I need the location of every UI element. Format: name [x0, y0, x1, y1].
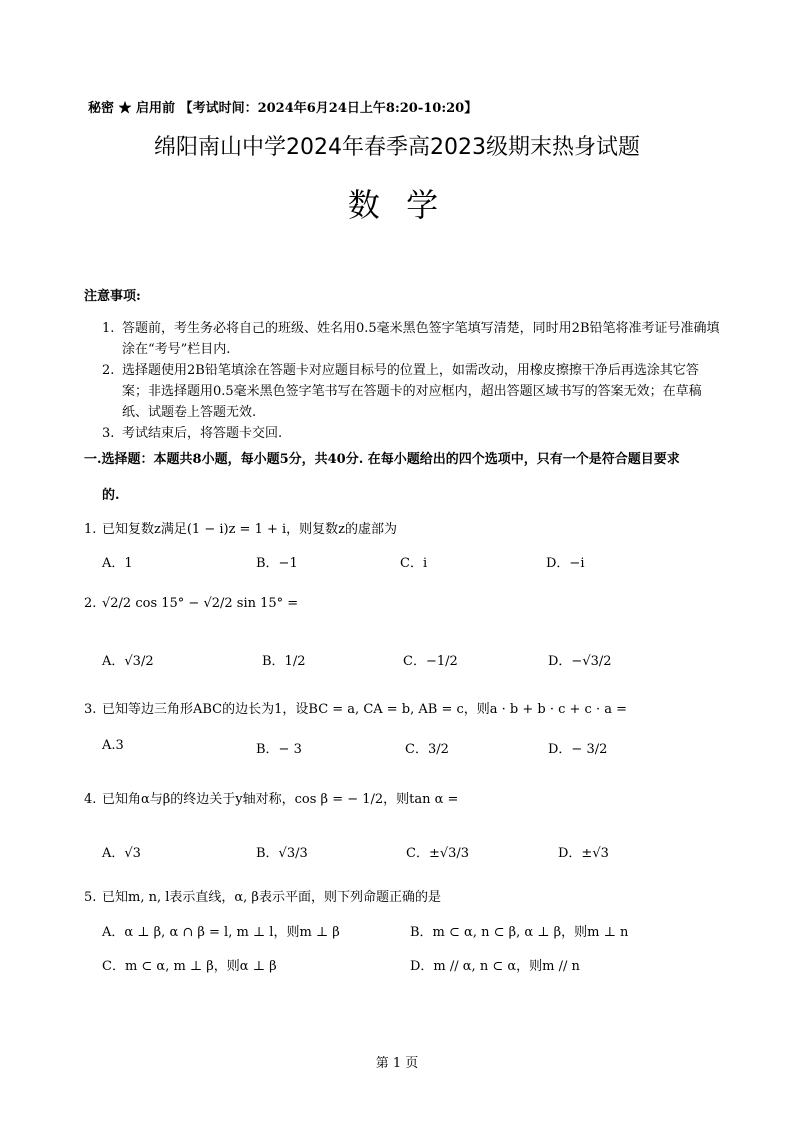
q1-option-a: A．1	[102, 556, 133, 571]
note-num: 3.	[102, 426, 115, 441]
q2-option-b: B．1/2	[262, 654, 306, 669]
note-item	[102, 318, 722, 360]
q1-option-c: C．i	[400, 556, 428, 571]
note-text: 答题前，考生务必将自己的班级、姓名用0.5毫米黑色签字笔填写清楚，同时用2B铅笔将准考证号准确填涂在“考号”栏目内.	[122, 321, 720, 357]
question-2	[84, 596, 298, 611]
q5-option-a: A．α ⊥ β, α ∩ β = l, m ⊥ l，则m ⊥ β	[102, 925, 340, 940]
q5-option-b: B．m ⊂ α, n ⊂ β, α ⊥ β，则m ⊥ n	[410, 925, 629, 940]
question-text: 已知复数z满足(1 − i)z = 1 + i，则复数z的虚部为	[102, 522, 398, 537]
note-num: 2.	[102, 363, 115, 378]
question-number: 5.	[84, 890, 97, 905]
q3-option-b: B．− 3	[256, 742, 302, 757]
q5-option-d: D．m // α, n ⊂ α，则m // n	[410, 959, 580, 974]
q4-option-b: B．√3/3	[256, 846, 308, 861]
note-item	[102, 423, 722, 444]
question-number: 1.	[84, 522, 97, 537]
question-number: 2.	[84, 596, 97, 611]
exam-title: 绵阳南山中学2024年春季高2023级期末热身试题	[154, 135, 640, 160]
section-heading-cont: 的.	[102, 488, 120, 503]
note-text: 选择题使用2B铅笔填涂在答题卡对应题目标号的位置上，如需改动，用橡皮擦擦干净后再选涂其它答案；非选择题用0.5毫米黑色签字笔书写在答题卡的对应框内，超出答题区域书写的答案无效；在草稿纸、试题卷上答题无效.	[122, 363, 702, 420]
notes-list	[102, 318, 722, 444]
secret-header: 秘密 ★ 启用前 【考试时间：2024年6月24日上午8:20-10:20】	[88, 101, 478, 116]
question-text: √2/2 cos 15° − √2/2 sin 15° =	[102, 596, 299, 611]
section-heading: 一.选择题：本题共8小题，每小题5分，共40分. 在每小题给出的四个选项中，只有一个是符合题目要求	[84, 452, 680, 467]
notes-heading: 注意事项:	[84, 289, 141, 304]
question-number: 3.	[84, 702, 97, 717]
question-5	[84, 886, 441, 905]
question-3	[84, 698, 627, 717]
note-text: 考试结束后，将答题卡交回.	[122, 426, 283, 441]
question-text: 已知m, n, l表示直线，α, β表示平面，则下列命题正确的是	[102, 890, 441, 905]
question-text: 已知角α与β的终边关于y轴对称，cos β = − 1/2，则tan α =	[102, 792, 459, 807]
q5-option-c: C．m ⊂ α, m ⊥ β，则α ⊥ β	[102, 959, 277, 974]
q4-option-c: C．±√3/3	[406, 846, 470, 861]
q1-option-b: B．−1	[256, 556, 298, 571]
q3-option-a: A.3	[102, 738, 124, 753]
question-4	[84, 788, 458, 807]
q2-option-c: C．−1/2	[403, 654, 458, 669]
question-number: 4.	[84, 792, 97, 807]
question-1	[84, 518, 397, 537]
q2-option-d: D．−√3/2	[548, 654, 612, 669]
question-text: 已知等边三角形ABC的边长为1，设BC = a, CA = b, AB = c，则a · b + b · c + c · a =	[102, 702, 628, 717]
q1-option-d: D．−i	[546, 556, 585, 571]
q2-option-a: A．√3/2	[102, 654, 154, 669]
q3-option-c: C．3/2	[405, 742, 449, 757]
q4-option-d: D．±√3	[558, 846, 609, 861]
note-num: 1.	[102, 321, 115, 336]
subject-title: 数 学	[347, 186, 447, 224]
note-item	[102, 360, 722, 423]
q3-option-d: D．− 3/2	[548, 742, 608, 757]
q4-option-a: A．√3	[102, 846, 141, 861]
page-number: 第 1 页	[375, 1056, 419, 1071]
